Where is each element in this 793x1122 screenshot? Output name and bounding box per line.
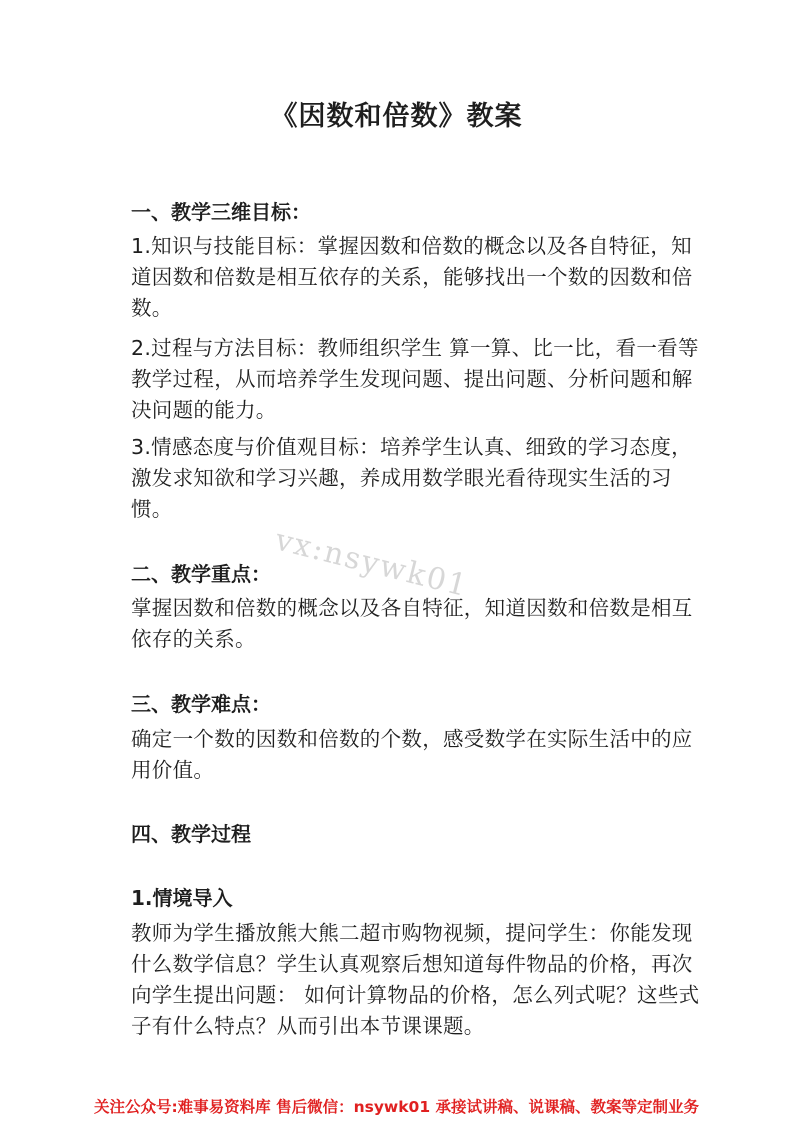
paragraph-emotion-objective: 3.情感态度与价值观目标：培养学生认真、细致的学习态度，激发求知欲和学习兴趣，养成用数学眼光看待现实生活的习惯。 (131, 435, 692, 521)
section-heading-key-points: 二、教学重点： (131, 562, 271, 586)
subsection-heading-introduction: 1.情境导入 (131, 886, 233, 910)
section-heading-difficulties: 三、教学难点： (131, 692, 271, 716)
paragraph-difficulties: 确定一个数的因数和倍数的个数，感受数学在实际生活中的应用价值。 (131, 727, 693, 782)
section-heading-objectives: 一、教学三维目标： (131, 200, 311, 224)
paragraph-process-objective: 2.过程与方法目标：教师组织学生 算一算、比一比，看一看等教学过程，从而培养学生发现问题、提出问题、分析问题和解决问题的能力。 (131, 336, 699, 422)
section-heading-process: 四、教学过程 (131, 822, 251, 846)
page-title: 《因数和倍数》教案 (270, 101, 523, 132)
paragraph-key-points: 掌握因数和倍数的概念以及各自特征，知道因数和倍数是相互依存的关系。 (131, 596, 693, 651)
paragraph-knowledge-objective: 1.知识与技能目标：掌握因数和倍数的概念以及各自特征，知道因数和倍数是相互依存的关系，能够找出一个数的因数和倍数。 (131, 234, 693, 320)
watermark-text: vx:nsywk01 (271, 522, 473, 605)
paragraph-introduction: 教师为学生播放熊大熊二超市购物视频，提问学生：你能发现什么数学信息？学生认真观察后想知道每件物品的价格，再次向学生提出问题： 如何计算物品的价格，怎么列式呢？这些式子有什么特点？从而引出本节课课题。 (131, 921, 700, 1038)
footer-banner: 关注公众号:难事易资料库 售后微信：nsywk01 承接试讲稿、说课稿、教案等定制业务 (93, 1098, 700, 1116)
